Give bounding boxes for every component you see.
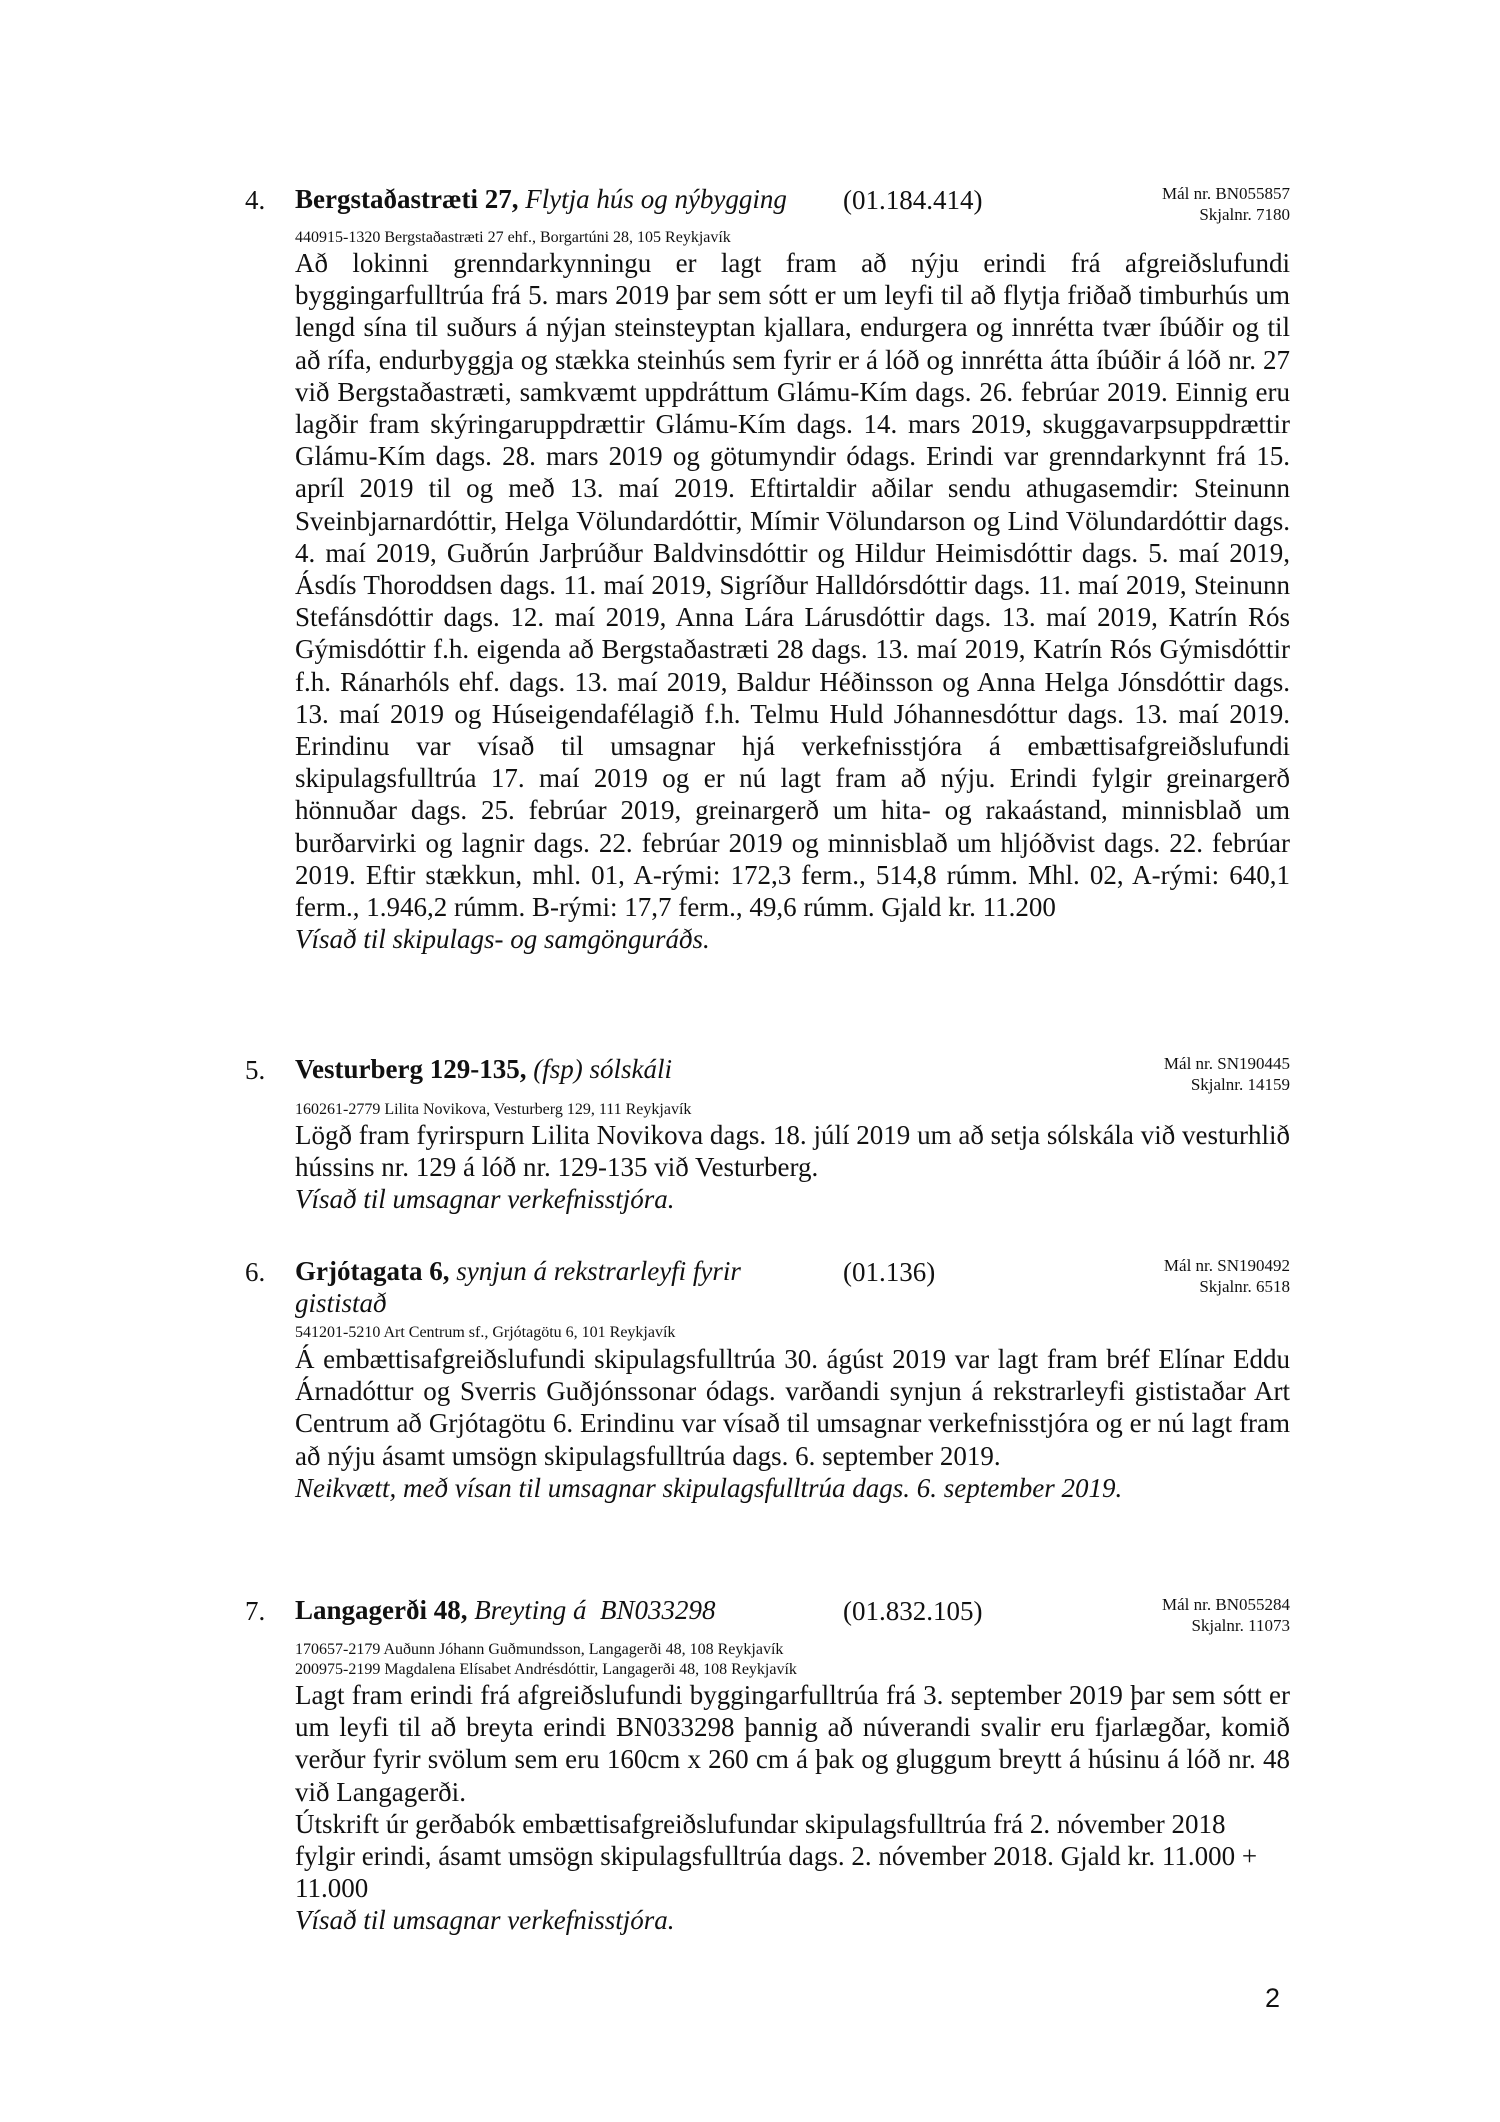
decision-text: Vísað til umsagnar verkefnisstjóra. — [295, 1905, 675, 1936]
body-paragraph: Að lokinni grenndarkynningu er lagt fram að nýju erindi frá afgreiðslufundi byggingarfulltrúa frá 5. mars 2019 þar sem sótt er um leyfi til að flytja friðað timburhús um lengd sína til suðurs á nýjan steinsteyptan kjallara, endurgera og innrétta tvær íbúðir og til að rífa, endurbyggja og stækka steinhús sem fyrir er á lóð og innrétta átta íbúðir á lóð nr. 27 við Bergstaðastræti, samkvæmt uppdráttum Glámu-Kím dags. 26. febrúar 2019. Einnig eru lagðir fram skýringaruppdrættir Glámu-Kím dags. 14. mars 2019, skuggavarpsuppdrættir Glámu-Kím dags. 28. mars 2019 og götumyndir ódags. Erindi var grenndarkynnt frá 15. apríl 2019 til og með 13. maí 2019. Eftirtaldir aðilar sendu athugasemdir: Steinunn Sveinbjarnardóttir, Helga Völundardóttir, Mímir Völundarson og Lind Völundardóttir dags. 4. maí 2019, Guðrún Jarþrúður Baldvinsdóttir og Hildur Heimisdóttir dags. 5. maí 2019, Ásdís Thoroddsen dags. 11. maí 2019, Sigríður Halldórsdóttir dags. 11. maí 2019, Steinunn Stefánsdóttir dags. 12. maí 2019, Anna Lára Lárusdóttir dags. 13. maí 2019, Katrín Rós Gýmisdóttir f.h. eigenda að Bergstaðastræti 28 dags. 13. maí 2019, Katrín Rós Gýmisdóttir f.h. Ránarhóls ehf. dags. 13. maí 2019, Baldur Héðinsson og Anna Helga Jónsdóttir dags. 13. maí 2019 og Húseigendafélagið f.h. Telmu Huld Jóhannesdóttur dags. 13. maí 2019. Erindinu var vísað til umsagnar hjá verkefnisstjóra á embættisafgreiðslufundi skipulagsfulltrúa 17. maí 2019 og er nú lagt fram að nýju. Erindi fylgir greinargerð hönnuðar dags. 25. febrúar 2019, greinargerð um hita- og rakaástand, minnisblað um burðarvirki og lagnir dags. 22. febrúar 2019 og minnisblað um hljóðvist dags. 22. febrúar 2019. Eftir stækkun, mhl. 01, A-rými: 172,3 ferm., 514,8 rúmm. Mhl. 02, A-rými: 640,1 ferm., 1.946,2 rúmm. B-rými: 17,7 ferm., 49,6 rúmm. Gjald kr. 11.200 — [295, 248, 1290, 923]
item-heading — [295, 1255, 815, 1319]
case-number: Mál nr. BN055284 — [1162, 1595, 1290, 1614]
case-reference — [1164, 1053, 1290, 1095]
case-number: Mál nr. SN190445 — [1163, 1054, 1290, 1073]
owner-line: 440915-1320 Bergstaðastræti 27 ehf., Borgartúni 28, 105 Reykjavík — [295, 229, 731, 246]
item-address: Grjótagata 6, — [295, 1256, 450, 1286]
land-code: (01.832.105) — [843, 1596, 983, 1626]
item-address: Langagerði 48, — [295, 1595, 468, 1625]
case-number: Mál nr. BN055857 — [1162, 184, 1290, 203]
owner-list — [295, 1640, 1290, 1680]
item-subject: Breyting á BN033298 — [474, 1595, 716, 1625]
decision-text: Vísað til umsagnar verkefnisstjóra. — [295, 1184, 675, 1215]
body-paragraph: Á embættisafgreiðslufundi skipulagsfulltrúa 30. ágúst 2019 var lagt fram bréf Elínar Eddu Árnadóttur og Sverris Guðjónssonar ódags. varðandi synjun á rekstrarleyfi gististaðar Art Centrum að Grjótagötu 6. Erindinu var vísað til umsagnar verkefnisstjóra og er nú lagt fram að nýju ásamt umsögn skipulagsfulltrúa dags. 6. september 2019. — [295, 1344, 1290, 1471]
owner-list — [295, 1100, 1290, 1120]
decision-text: Vísað til skipulags- og samgönguráðs. — [295, 924, 710, 955]
page-number: 2 — [1264, 1983, 1280, 2013]
owner-list — [295, 1323, 1290, 1343]
item-body — [295, 247, 1290, 955]
item-address: Vesturberg 129-135, — [295, 1054, 527, 1084]
item-body — [295, 1679, 1290, 1937]
item-body — [295, 1343, 1290, 1504]
body-paragraph: Lögð fram fyrirspurn Lilita Novikova dags. 18. júlí 2019 um að setja sólskála við vesturhlið hússins nr. 129 á lóð nr. 129-135 við Vesturberg. — [295, 1120, 1290, 1183]
case-reference — [1162, 1594, 1290, 1636]
item-heading — [295, 1594, 845, 1626]
item-number: 5. — [245, 1055, 266, 1085]
document-number: Skjalnr. 6518 — [1199, 1277, 1290, 1296]
case-reference — [1162, 183, 1290, 225]
case-reference — [1164, 1255, 1290, 1297]
land-code: (01.136) — [843, 1257, 936, 1287]
item-subject: Flytja hús og nýbygging — [525, 184, 787, 214]
document-number: Skjalnr. 7180 — [1199, 205, 1290, 224]
item-subject: (fsp) sólskáli — [533, 1054, 672, 1084]
document-number: Skjalnr. 11073 — [1191, 1616, 1290, 1635]
decision-text: Neikvætt, með vísan til umsagnar skipulagsfulltrúa dags. 6. september 2019. — [295, 1472, 1123, 1503]
body-paragraph: Lagt fram erindi frá afgreiðslufundi byggingarfulltrúa frá 3. september 2019 þar sem sótt er um leyfi til að breyta erindi BN033298 þannig að núverandi svalir eru fjarlægðar, komið verður fyrir svölum sem eru 160cm x 260 cm á þak og gluggum breytt á húsinu á lóð nr. 48 við Langagerði. — [295, 1680, 1290, 1807]
item-number: 7. — [245, 1596, 266, 1626]
owner-line: 160261-2779 Lilita Novikova, Vesturberg 129, 111 Reykjavík — [295, 1101, 692, 1118]
item-subject: synjun á rekstrarleyfi fyrir gististað — [295, 1256, 741, 1318]
owner-line: 541201-5210 Art Centrum sf., Grjótagötu 6, 101 Reykjavík — [295, 1324, 676, 1341]
item-heading — [295, 1053, 995, 1085]
item-number: 4. — [245, 185, 266, 215]
owner-list — [295, 228, 1290, 248]
body-paragraph: Útskrift úr gerðabók embættisafgreiðslufundar skipulagsfulltrúa frá 2. nóvember 2018 fylgir erindi, ásamt umsögn skipulagsfulltrúa dags. 2. nóvember 2018. Gjald kr. 11.000 + 11.000 — [295, 1808, 1258, 1904]
owner-line: 170657-2179 Auðunn Jóhann Guðmundsson, Langagerði 48, 108 Reykjavík — [295, 1641, 784, 1658]
item-number: 6. — [245, 1257, 266, 1287]
case-number: Mál nr. SN190492 — [1163, 1256, 1290, 1275]
land-code: (01.184.414) — [843, 185, 983, 215]
item-heading — [295, 183, 845, 215]
item-address: Bergstaðastræti 27, — [295, 184, 519, 214]
owner-line: 200975-2199 Magdalena Elísabet Andrésdóttir, Langagerði 48, 108 Reykjavík — [295, 1661, 797, 1678]
document-number: Skjalnr. 14159 — [1190, 1075, 1290, 1094]
item-body — [295, 1119, 1290, 1216]
